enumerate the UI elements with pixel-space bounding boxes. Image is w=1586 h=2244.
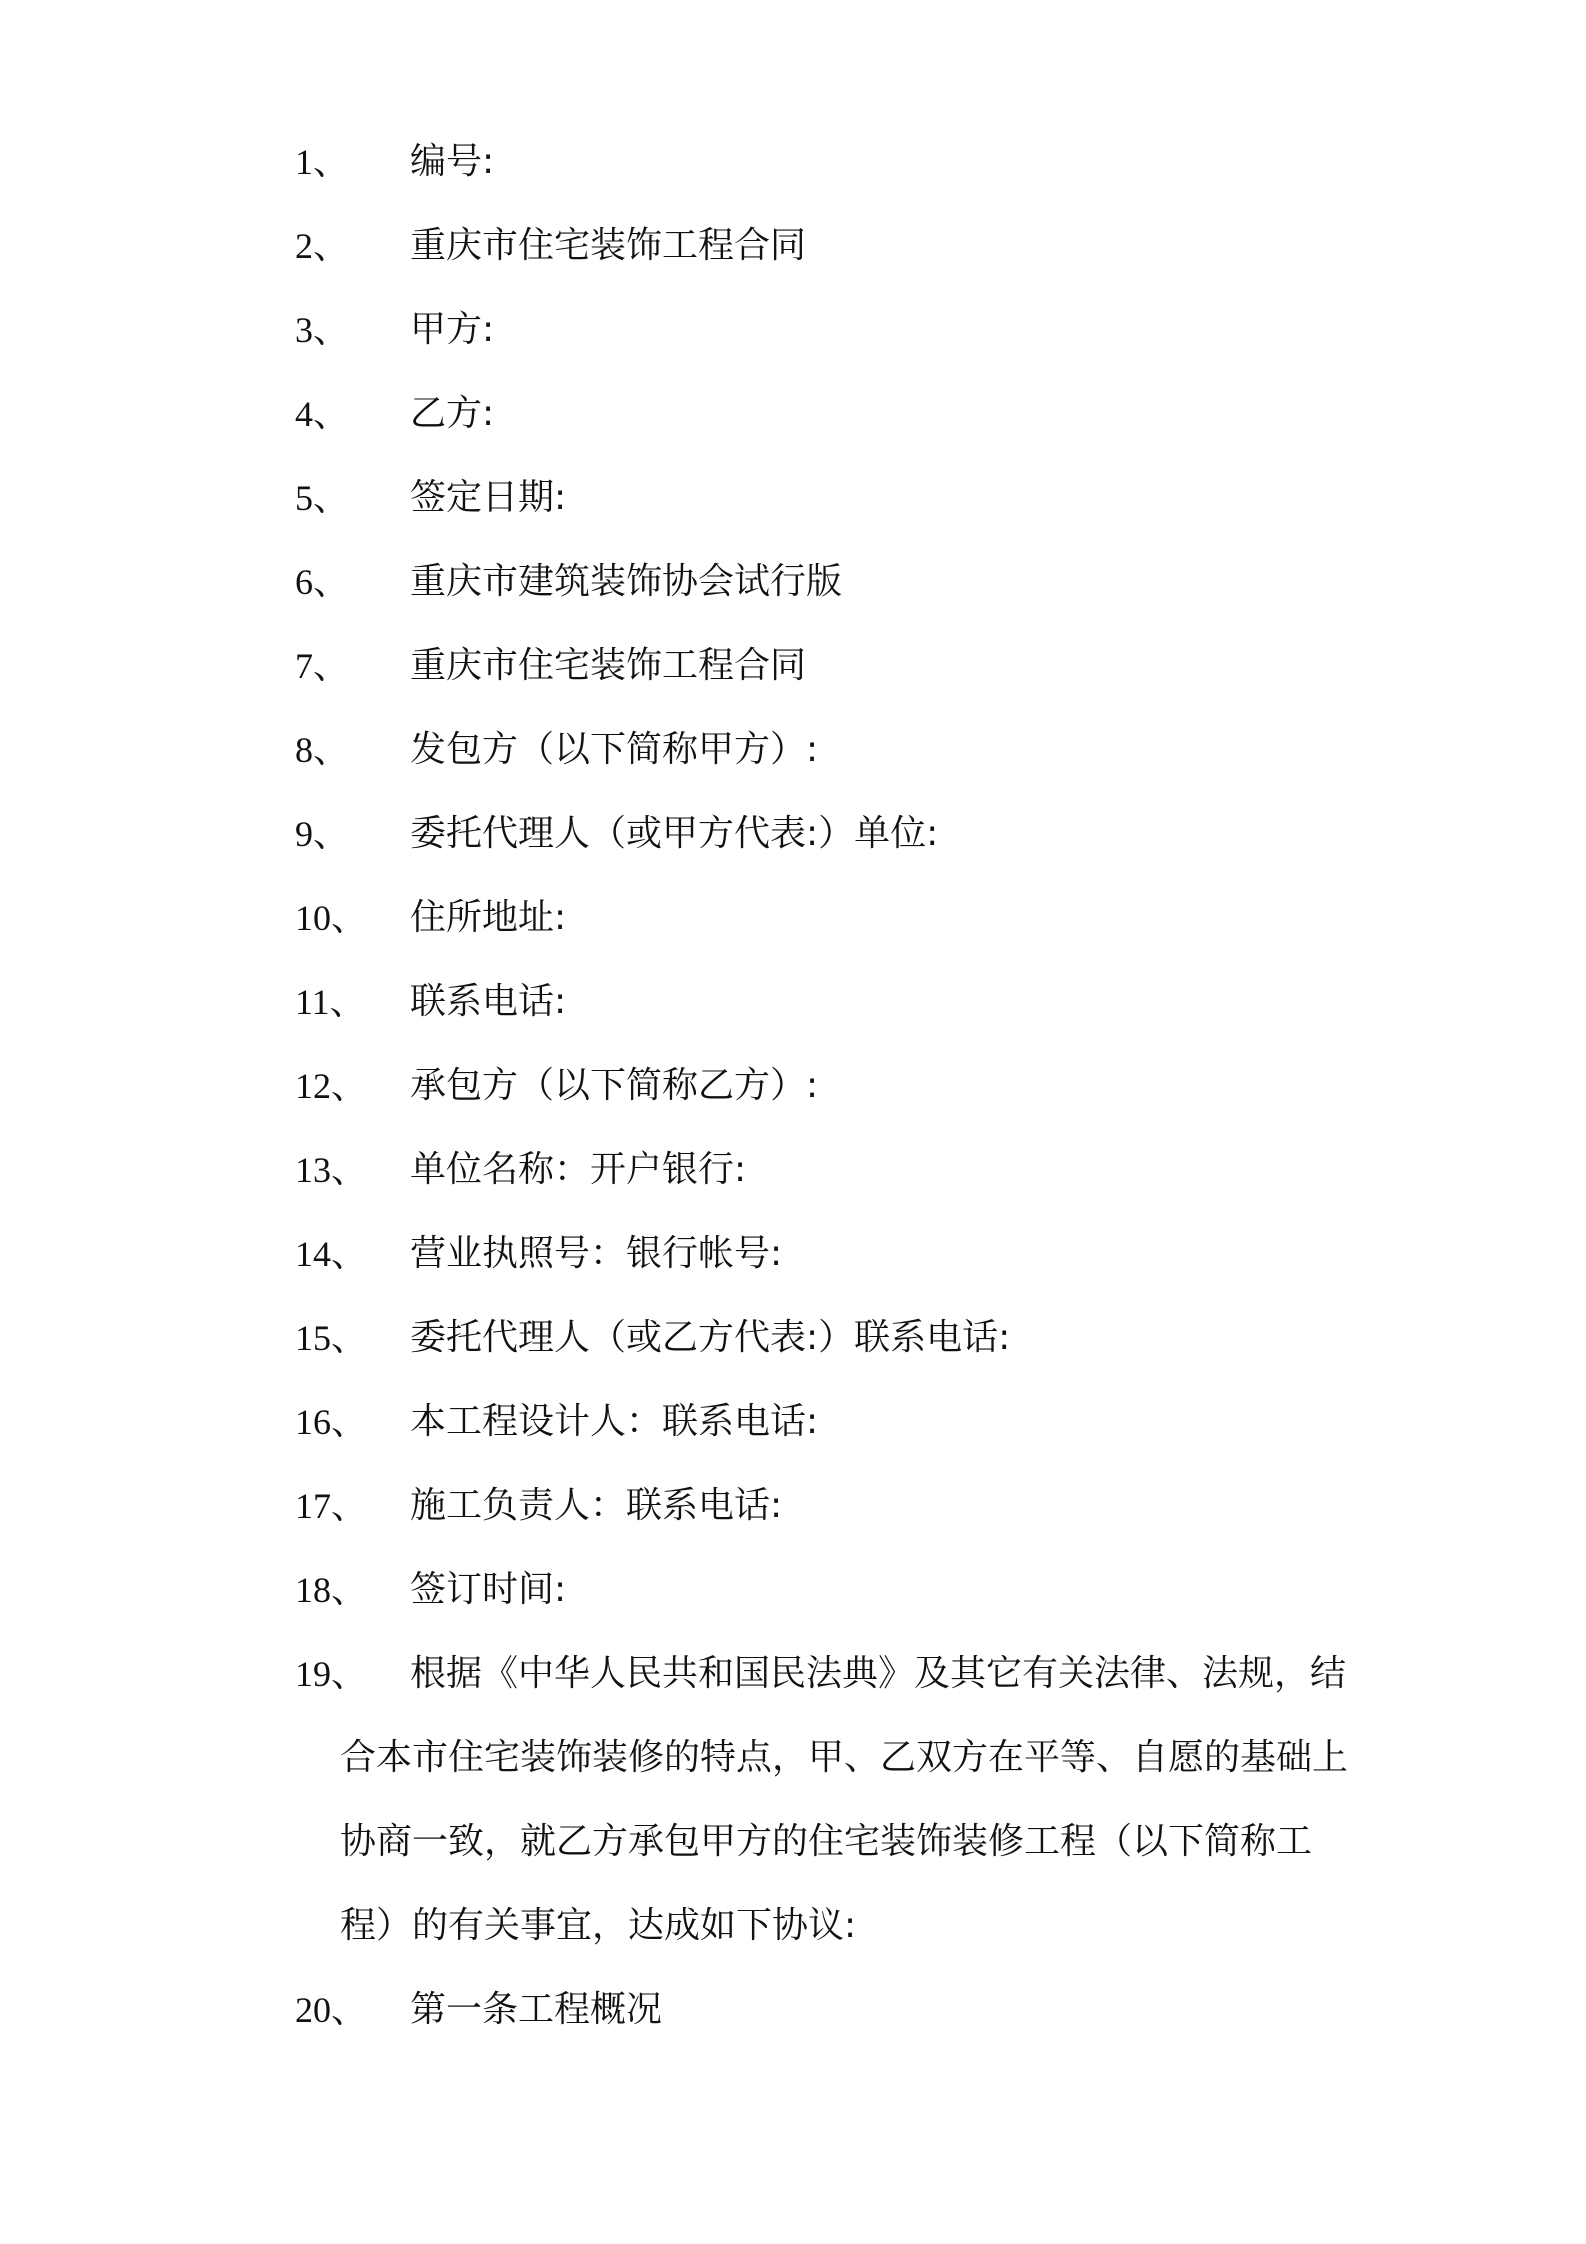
item-number: 16、 xyxy=(295,1402,368,1442)
item-number: 11、 xyxy=(295,982,366,1022)
item-number: 10、 xyxy=(295,898,368,938)
item-number: 8、 xyxy=(295,730,350,770)
list-item xyxy=(0,372,1586,456)
list-item xyxy=(0,1296,1586,1380)
item-number: 12、 xyxy=(295,1066,368,1106)
item-text: 编号: xyxy=(410,141,495,182)
list-item xyxy=(0,624,1586,708)
list-item xyxy=(0,708,1586,792)
list-item xyxy=(0,1968,1586,2052)
item-text: 联系电话: xyxy=(410,981,567,1022)
item-text: 重庆市住宅装饰工程合同 xyxy=(410,645,807,686)
item-text: 本工程设计人：联系电话: xyxy=(410,1401,819,1442)
item-number: 14、 xyxy=(295,1234,368,1274)
numbered-list xyxy=(0,120,1586,2052)
item-text: 签定日期: xyxy=(410,477,567,518)
list-item xyxy=(0,1464,1586,1548)
item-number: 4、 xyxy=(295,394,350,434)
item-number: 15、 xyxy=(295,1318,368,1358)
item-text: 委托代理人（或甲方代表:）单位: xyxy=(410,813,939,854)
item-number: 1、 xyxy=(295,142,350,182)
item-text: 第一条工程概况 xyxy=(410,1989,663,2030)
item-number: 3、 xyxy=(295,310,350,350)
item-text: 营业执照号：银行帐号: xyxy=(410,1233,783,1274)
item-number: 7、 xyxy=(295,646,350,686)
list-item xyxy=(0,1212,1586,1296)
item-text: 承包方（以下简称乙方）: xyxy=(410,1065,819,1106)
list-item xyxy=(0,540,1586,624)
item-number: 13、 xyxy=(295,1150,368,1190)
list-item xyxy=(0,204,1586,288)
item-number: 5、 xyxy=(295,478,350,518)
item-number: 6、 xyxy=(295,562,350,602)
item-text: 施工负责人：联系电话: xyxy=(410,1485,783,1526)
item-number: 18、 xyxy=(295,1570,368,1610)
item-text: 单位名称：开户银行: xyxy=(410,1149,747,1190)
item-number: 19、 xyxy=(295,1654,368,1694)
list-item xyxy=(0,120,1586,204)
list-item xyxy=(0,288,1586,372)
list-item xyxy=(0,1128,1586,1212)
item-number: 2、 xyxy=(295,226,350,266)
item-number: 17、 xyxy=(295,1486,368,1526)
item-text: 甲方: xyxy=(410,309,495,350)
list-item xyxy=(0,876,1586,960)
list-item xyxy=(0,456,1586,540)
list-item xyxy=(0,1380,1586,1464)
item-text: 住所地址: xyxy=(410,897,567,938)
list-item xyxy=(0,1044,1586,1128)
item-text: 签订时间: xyxy=(410,1569,567,1610)
list-item xyxy=(0,792,1586,876)
item-text: 发包方（以下简称甲方）: xyxy=(410,729,819,770)
item-paragraph-text: 根据《中华人民共和国民法典》及其它有关法律、法规，结合本市住宅装饰装修的特点，甲、乙双方在平等、自愿的基础上协商一致，就乙方承包甲方的住宅装饰装修工程（以下简称工程）的有关事宜，达成如下协议: xyxy=(340,1653,1349,1946)
list-item xyxy=(0,960,1586,1044)
item-number: 20、 xyxy=(295,1990,368,2030)
item-text: 重庆市建筑装饰协会试行版 xyxy=(410,561,843,602)
list-item xyxy=(0,1548,1586,1632)
item-text: 委托代理人（或乙方代表:）联系电话: xyxy=(410,1317,1011,1358)
item-text: 重庆市住宅装饰工程合同 xyxy=(410,225,807,266)
item-number: 9、 xyxy=(295,814,350,854)
list-item-paragraph xyxy=(0,1632,1586,1968)
item-text: 乙方: xyxy=(410,393,495,434)
